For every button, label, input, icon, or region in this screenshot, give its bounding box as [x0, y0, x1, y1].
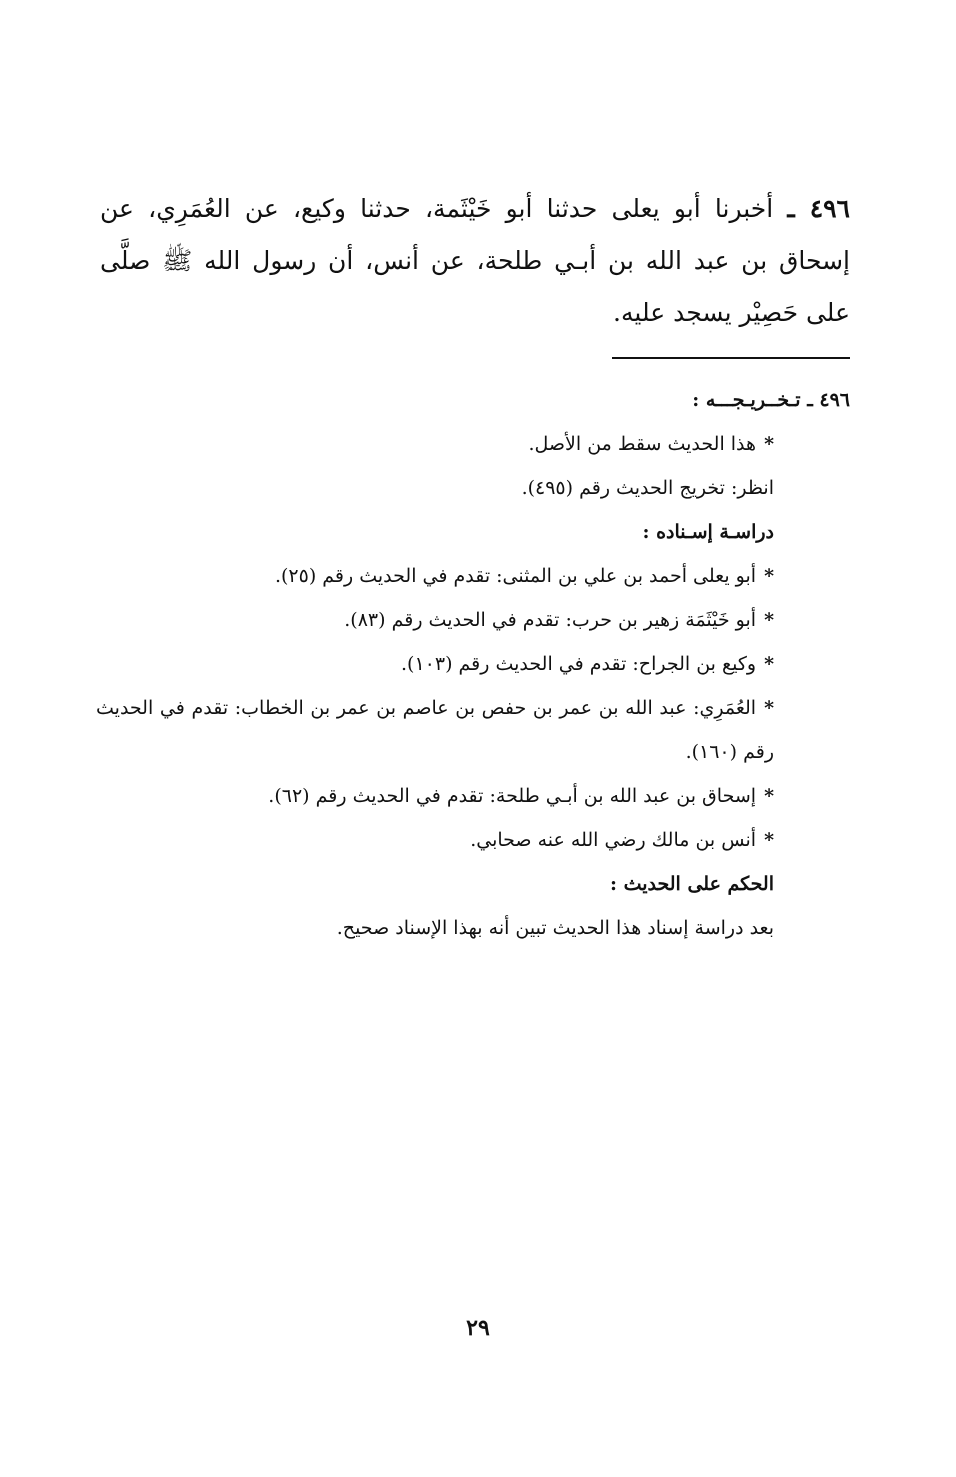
takhrij-heading-number: ٤٩٦ ـ — [807, 389, 850, 411]
takhrij-section — [96, 378, 850, 950]
hadith-text — [100, 183, 850, 339]
narrator-text: وكيع بن الجراح: تقدم في الحديث رقم (١٠٣). — [401, 653, 757, 675]
bullet-icon: * — [764, 697, 774, 719]
bullet-icon: * — [764, 609, 774, 631]
bullet-icon: * — [764, 829, 774, 851]
narrator-item — [96, 774, 850, 818]
narrator-text: إسحاق بن عبد الله بن أبـي طلحة: تقدم في الحديث رقم (٦٢). — [268, 785, 757, 807]
see-also: انظر: تخريج الحديث رقم (٤٩٥). — [521, 477, 774, 499]
narrator-text: أبو خَيْثَمَة زهير بن حرب: تقدم في الحديث رقم (٨٣). — [344, 609, 757, 631]
takhrij-heading — [96, 378, 850, 422]
hadith-number: ٤٩٦ ـ — [787, 194, 850, 223]
hadith-body: أخبرنا أبو يعلى حدثنا أبو خَيْثَمة، حدثنا وكيع، عن العُمَرِي، عن إسحاق بن عبد الله بن أبـي طلحة، عن أنس، أن رسول الله ﷺ صلَّى على حَصِيْر يسجد عليه. — [100, 194, 850, 327]
narrator-text: أنس بن مالك رضي الله عنه صحابي. — [470, 829, 757, 851]
note-missing-text: هذا الحديث سقط من الأصل. — [528, 433, 757, 455]
ruling-text: بعد دراسة إسناد هذا الحديث تبين أنه بهذا الإسناد صحيح. — [336, 917, 774, 939]
footnote-divider — [612, 357, 850, 359]
bullet-icon: * — [764, 785, 774, 807]
bullet-icon: * — [764, 433, 774, 455]
isnad-heading: دراسـة إسـناده : — [642, 521, 774, 543]
narrator-item — [96, 642, 850, 686]
narrator-item — [96, 554, 850, 598]
narrator-item — [96, 598, 850, 642]
page-number: ٢٩ — [466, 1315, 490, 1341]
narrator-text: أبو يعلى أحمد بن علي بن المثنى: تقدم في الحديث رقم (٢٥). — [274, 565, 757, 587]
narrator-item — [96, 686, 850, 774]
takhrij-heading-title: تـخــريـجـــه : — [692, 389, 801, 411]
note-missing — [96, 422, 850, 466]
bullet-icon: * — [764, 653, 774, 675]
bullet-icon: * — [764, 565, 774, 587]
narrator-text: العُمَرِي: عبد الله بن عمر بن حفص بن عاصم بن عمر بن الخطاب: تقدم في الحديث رقم (١٦٠). — [96, 697, 774, 763]
narrator-item — [96, 818, 850, 862]
ruling-heading: الحكم على الحديث : — [609, 873, 774, 895]
